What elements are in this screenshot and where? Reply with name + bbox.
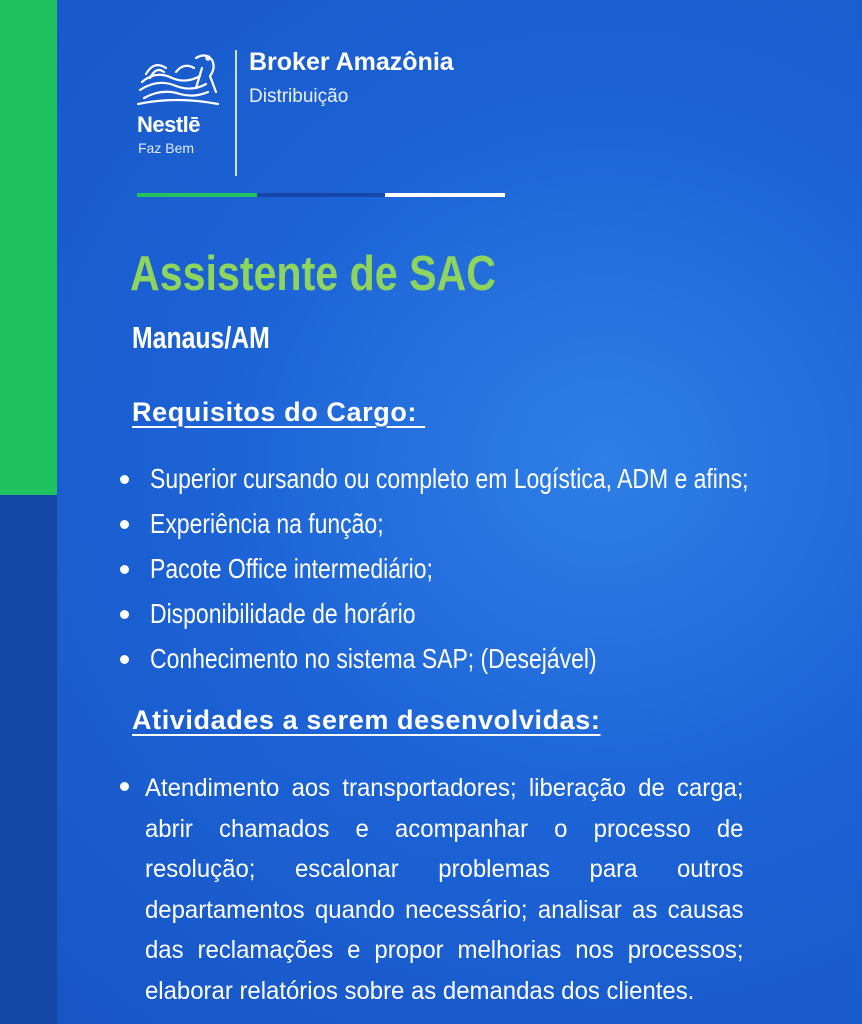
requirement-text: Experiência na função; xyxy=(150,508,384,539)
bullet-icon xyxy=(120,475,129,484)
bullet-icon xyxy=(120,655,129,664)
company-name: Broker Amazônia xyxy=(249,48,454,76)
job-title: Assistente de SAC xyxy=(130,247,496,301)
header-divider xyxy=(235,50,237,176)
requirements-heading: Requisitos do Cargo: xyxy=(132,397,426,427)
requirement-text: Pacote Office intermediário; xyxy=(150,553,433,584)
brand-name: Nestlē xyxy=(137,112,201,137)
green-side-stripe xyxy=(0,0,57,495)
accent-bar-blue xyxy=(257,193,385,197)
activities-item xyxy=(120,768,780,1011)
brand-tagline: Faz Bem xyxy=(138,140,195,156)
activities-text: Atendimento aos transportadores; liberação de carga; abrir chamados e acompanhar o processo de resolução; escalonar problemas para outros departamentos quando necessário; analisar as causas das reclamações e propor melhorias nos processos; elaborar relatórios sobre as demandas dos clientes. xyxy=(145,774,744,1005)
list-item xyxy=(120,462,862,507)
list-item xyxy=(120,642,862,687)
activities-heading: Atividades a serem desenvolvidas: xyxy=(132,705,601,735)
requirement-text: Disponibilidade de horário xyxy=(150,598,416,629)
accent-bar-green xyxy=(137,193,257,197)
accent-bar-white xyxy=(385,193,505,197)
requirement-text: Conhecimento no sistema SAP; (Desejável) xyxy=(150,643,597,674)
bullet-icon xyxy=(120,610,129,619)
requirement-text: Superior cursando ou completo em Logística, ADM e afins; xyxy=(150,463,749,494)
bullet-icon xyxy=(120,565,129,574)
company-subtitle: Distribuição xyxy=(249,86,349,107)
blue-side-stripe xyxy=(0,495,57,1024)
nestle-nest-logo-icon xyxy=(136,48,220,108)
list-item xyxy=(120,552,862,597)
requirements-list xyxy=(120,462,862,687)
list-item xyxy=(120,507,862,552)
bullet-icon xyxy=(120,520,129,529)
bullet-icon xyxy=(120,782,129,791)
job-location: Manaus/AM xyxy=(132,320,270,355)
list-item xyxy=(120,597,862,642)
nestle-logo xyxy=(132,46,232,166)
